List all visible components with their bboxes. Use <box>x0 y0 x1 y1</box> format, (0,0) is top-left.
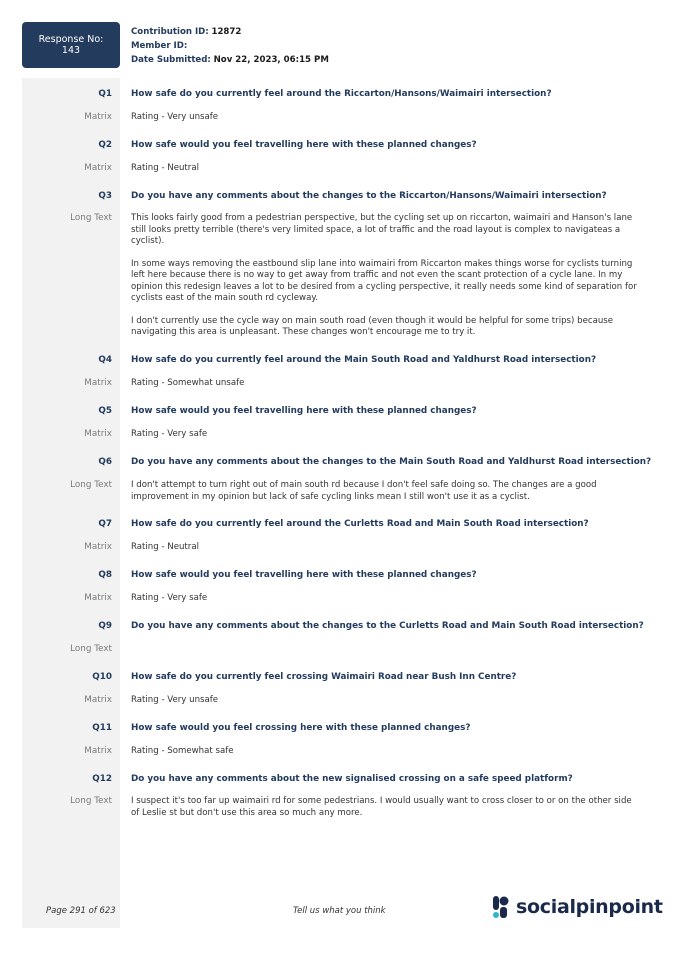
question-text: How safe do you currently feel around the Curletts Road and Main South Road intersection? <box>131 519 589 529</box>
question-number: Q7 <box>98 519 112 529</box>
pin-logo-icon <box>492 895 510 919</box>
question-type: Long Text <box>70 480 112 490</box>
question-text: Do you have any comments about the changes to the Curletts Road and Main South Road intersection? <box>131 621 644 631</box>
question-number: Q2 <box>98 140 112 150</box>
question-number: Q8 <box>98 570 112 580</box>
question-text: Do you have any comments about the changes to the Main South Road and Yaldhurst Road intersection? <box>131 457 652 467</box>
answer-text <box>131 213 641 350</box>
question-number: Q9 <box>98 621 112 631</box>
footer-tagline: Tell us what you think <box>293 906 386 916</box>
contribution-id: 12872 <box>211 27 242 37</box>
question-text: How safe would you feel travelling here with these planned changes? <box>131 140 477 150</box>
answer-paragraph: I suspect it's too far up waimairi rd for some pedestrians. I would usually want to cross closer to or on the other side of Leslie st but don't use this area so much any more. <box>131 796 632 818</box>
socialpinpoint-logo <box>492 895 663 919</box>
question-text: How safe do you currently feel crossing Waimairi Road near Bush Inn Centre? <box>131 672 517 682</box>
question-number: Q4 <box>98 355 112 365</box>
question-text: How safe would you feel travelling here with these planned changes? <box>131 570 477 580</box>
submission-meta <box>131 25 329 67</box>
answer-text <box>131 542 641 565</box>
answer-paragraph: This looks fairly good from a pedestrian perspective, but the cycling set up on riccarton, waimairi and Hanson's lane still looks pretty terrible (there's very limited space, a lot of traffic and the road layout is complex to navigateas a cyclist). <box>131 213 633 246</box>
answer-paragraph: Rating - Very safe <box>131 593 208 603</box>
question-number: Q1 <box>98 89 112 99</box>
answer-text <box>131 163 641 186</box>
question-type: Matrix <box>84 593 112 603</box>
answer-paragraph: Rating - Very unsafe <box>131 112 219 122</box>
question-number: Q10 <box>92 672 112 682</box>
question-number: Q3 <box>98 191 112 201</box>
member-label: Member ID: <box>131 41 188 51</box>
question-type: Matrix <box>84 746 112 756</box>
question-number: Q12 <box>92 774 112 784</box>
response-badge <box>22 22 120 68</box>
answer-paragraph: Rating - Neutral <box>131 163 199 173</box>
answer-text <box>131 796 641 830</box>
question-type: Matrix <box>84 378 112 388</box>
answer-paragraph: Rating - Very unsafe <box>131 695 219 705</box>
answer-paragraph: Rating - Somewhat unsafe <box>131 378 245 388</box>
response-number: 143 <box>61 45 81 56</box>
page-number: Page 291 of 623 <box>46 906 116 916</box>
answer-text <box>131 112 641 135</box>
response-label: Response No: <box>38 34 104 45</box>
answer-paragraph: I don't currently use the cycle way on main south road (even though it would be helpful for some trips) because navigating this area is unpleasant. These changes won't encourage me to try it. <box>131 315 614 337</box>
question-text: How safe do you currently feel around the Main South Road and Yaldhurst Road intersection? <box>131 355 597 365</box>
answer-text <box>131 695 641 718</box>
question-type: Matrix <box>84 695 112 705</box>
contribution-label: Contribution ID: <box>131 27 209 37</box>
question-text: How safe would you feel travelling here with these planned changes? <box>131 406 477 416</box>
question-text: Do you have any comments about the changes to the Riccarton/Hansons/Waimairi intersection? <box>131 191 607 201</box>
question-type: Long Text <box>70 796 112 806</box>
date-submitted: Nov 22, 2023, 06:15 PM <box>213 55 329 65</box>
question-number: Q11 <box>92 723 112 733</box>
question-type: Long Text <box>70 644 112 654</box>
question-text: How safe do you currently feel around the Riccarton/Hansons/Waimairi intersection? <box>131 89 552 99</box>
logo-wordmark: socialpinpoint <box>516 896 663 918</box>
answer-paragraph: Rating - Very safe <box>131 429 208 439</box>
question-type: Long Text <box>70 213 112 223</box>
question-text: How safe would you feel crossing here with these planned changes? <box>131 723 471 733</box>
answer-text <box>131 480 641 514</box>
question-type: Matrix <box>84 112 112 122</box>
question-number: Q6 <box>98 457 112 467</box>
question-type: Matrix <box>84 542 112 552</box>
question-type: Matrix <box>84 163 112 173</box>
answer-paragraph: In some ways removing the eastbound slip lane into waimairi from Riccarton makes things worse for cyclists turning left here because there is no way to get away from traffic and not even the scant protection of a cycle lane. In my opinion this redesign leaves a lot to be desired from a cycling perspective, it really needs some kind of separation for cyclists east of the main south rd cycleway. <box>131 258 637 303</box>
question-type: Matrix <box>84 429 112 439</box>
answer-text <box>131 378 641 401</box>
answer-paragraph: I don't attempt to turn right out of main south rd because I don't feel safe doing so. The changes are a good improvement in my opinion but lack of safe cycling links mean I still won't use it as a cyclist. <box>131 480 597 502</box>
answer-text <box>131 593 641 616</box>
answer-paragraph: Rating - Neutral <box>131 542 199 552</box>
answer-paragraph: Rating - Somewhat safe <box>131 746 234 756</box>
date-label: Date Submitted: <box>131 55 211 65</box>
answer-text <box>131 429 641 452</box>
question-number: Q5 <box>98 406 112 416</box>
answer-text <box>131 746 641 769</box>
question-text: Do you have any comments about the new signalised crossing on a safe speed platform? <box>131 774 573 784</box>
